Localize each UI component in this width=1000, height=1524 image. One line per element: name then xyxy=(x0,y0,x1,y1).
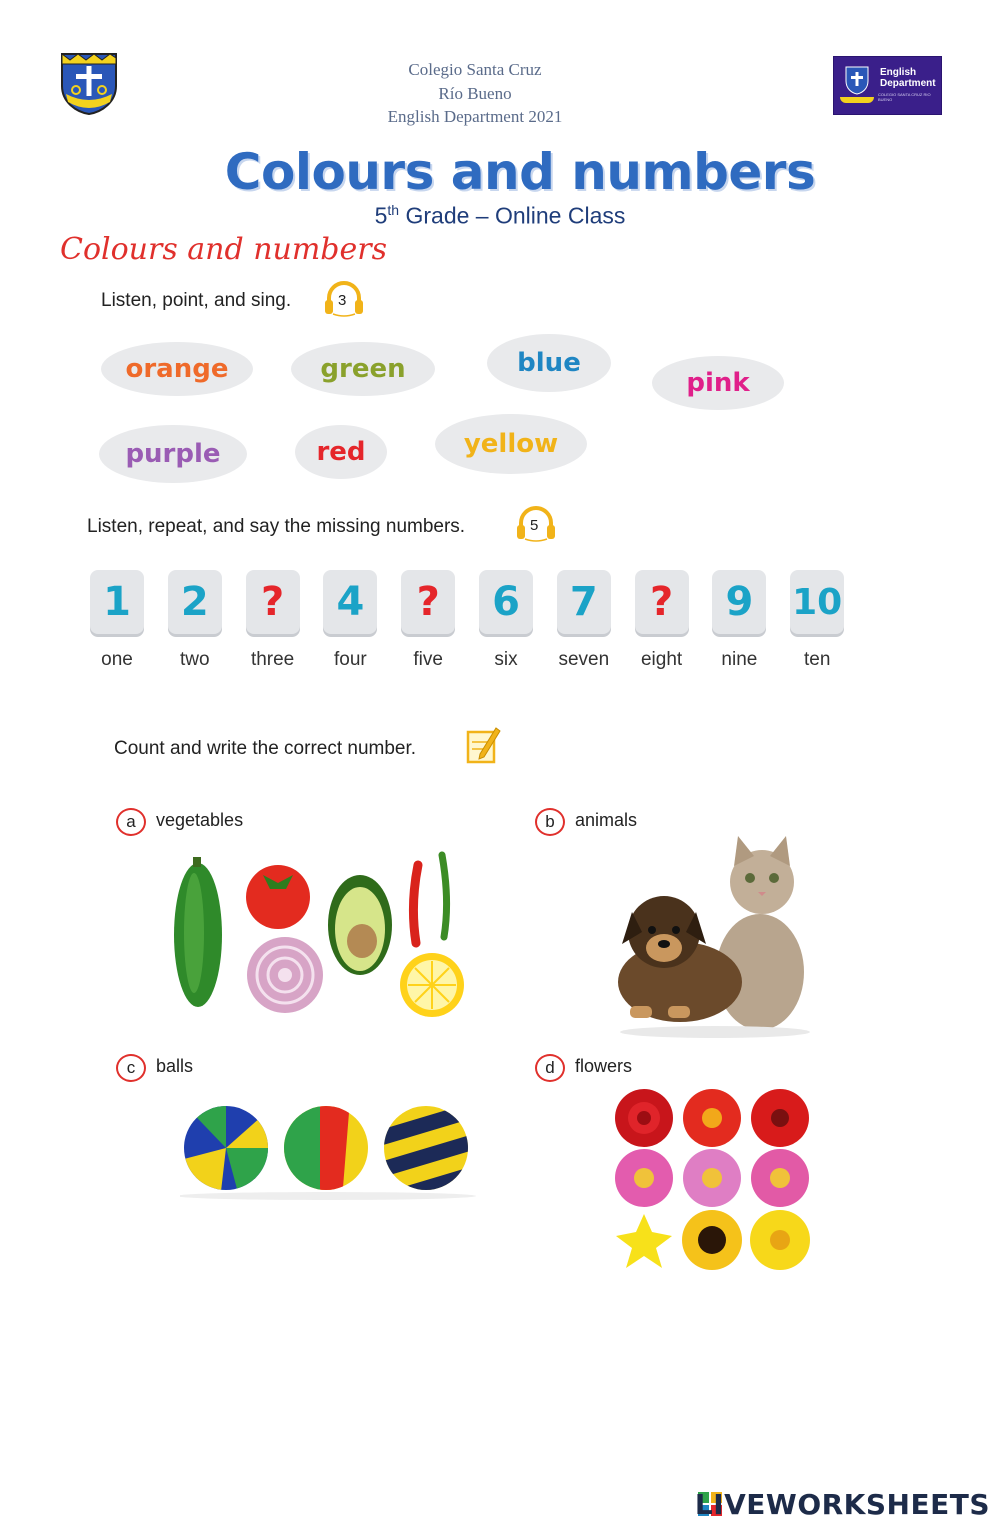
colour-word-blue xyxy=(487,334,611,392)
headphones-track-3[interactable] xyxy=(323,280,353,314)
count-instruction: Count and write the correct number. xyxy=(114,738,417,759)
school-crest-logo xyxy=(58,50,120,116)
number-digit: 2 xyxy=(180,579,209,625)
number-digit: ? xyxy=(260,579,285,625)
number-tile xyxy=(168,570,222,634)
colour-word-text: orange xyxy=(125,354,229,384)
flowers-picture xyxy=(612,1086,812,1272)
number-word: nine xyxy=(721,649,758,670)
item-d-label: flowers xyxy=(575,1056,633,1076)
flower-row-red xyxy=(615,1089,809,1147)
item-a-label: vegetables xyxy=(156,810,244,830)
number-word: ten xyxy=(803,649,831,670)
balls-picture xyxy=(180,1100,480,1200)
number-tile xyxy=(712,570,766,634)
section-heading: Colours and numbers xyxy=(60,232,387,267)
number-word: seven xyxy=(558,649,610,670)
animals-picture xyxy=(610,832,820,1042)
number-tile-missing xyxy=(401,570,455,634)
colour-word-purple xyxy=(99,425,247,483)
colour-word-text: purple xyxy=(125,439,221,469)
number-digit: 9 xyxy=(725,579,754,625)
number-digit: 10 xyxy=(792,581,843,623)
item-b-badge: b xyxy=(535,808,565,836)
item-a-badge: a xyxy=(116,808,146,836)
item-b-label: animals xyxy=(575,810,638,830)
track-number: 3 xyxy=(338,292,347,309)
flower-row-pink xyxy=(615,1149,809,1207)
number-word: one xyxy=(101,649,133,670)
number-digit: 6 xyxy=(492,579,520,625)
department-line: English Department 2021 xyxy=(387,107,563,126)
colour-word-pink xyxy=(652,356,784,410)
flower-row-yellow xyxy=(616,1210,810,1270)
listen-sing-instruction: Listen, point, and sing. xyxy=(101,290,292,311)
badge-crest-icon xyxy=(844,65,870,95)
number-tile xyxy=(790,570,844,634)
colour-word-red xyxy=(295,425,387,479)
number-word: four xyxy=(334,649,367,670)
colour-word-orange xyxy=(101,342,253,396)
liveworksheets-brand: LIVEWORKSHEETS xyxy=(694,1488,990,1521)
school-header xyxy=(300,58,650,129)
pencil-notepad-icon xyxy=(464,724,502,766)
colour-word-text: red xyxy=(316,437,366,467)
number-tile-missing xyxy=(635,570,689,634)
grade-suffix: th xyxy=(387,202,400,218)
number-digit: ? xyxy=(416,579,440,625)
number-digit: 4 xyxy=(336,579,365,625)
english-department-badge xyxy=(833,56,942,115)
number-word: eight xyxy=(640,649,683,670)
headphones-track-5[interactable] xyxy=(515,505,545,539)
badge-line2: Department xyxy=(880,78,936,89)
number-digit: ? xyxy=(649,579,674,625)
badge-book-icon xyxy=(840,97,874,103)
school-name: Colegio Santa Cruz xyxy=(408,60,542,79)
number-tile xyxy=(90,570,144,634)
badge-line1: English xyxy=(880,67,917,78)
vegetables-picture xyxy=(160,845,470,1025)
track-number: 5 xyxy=(530,517,539,534)
colour-word-text: green xyxy=(320,354,406,384)
colour-word-green xyxy=(291,342,435,396)
number-digit: 7 xyxy=(569,579,598,625)
numbers-instruction: Listen, repeat, and say the missing numbers. xyxy=(87,516,466,537)
number-tile xyxy=(479,570,533,634)
number-word: three xyxy=(250,649,295,670)
colour-word-text: yellow xyxy=(463,429,559,459)
school-location: Río Bueno xyxy=(438,83,512,103)
page-title: Colours and numbers xyxy=(224,143,816,201)
number-word: two xyxy=(180,649,210,670)
item-c-badge: c xyxy=(116,1054,146,1082)
subtitle-rest: Grade – Online Class xyxy=(399,202,626,229)
number-word: five xyxy=(413,649,443,670)
colour-word-yellow xyxy=(435,414,587,474)
grade-number: 5 xyxy=(374,202,388,229)
item-c-label: balls xyxy=(156,1056,194,1076)
page-subtitle xyxy=(0,202,1000,230)
item-d-badge: d xyxy=(535,1054,565,1082)
number-digit: 1 xyxy=(103,579,131,625)
number-tile xyxy=(323,570,377,634)
colour-word-text: blue xyxy=(517,348,581,378)
colour-word-text: pink xyxy=(686,368,750,398)
number-word: six xyxy=(494,649,518,670)
number-tile-missing xyxy=(246,570,300,634)
badge-small-text: COLEGIO SANTA CRUZ RIO BUENO xyxy=(878,92,931,102)
number-tile xyxy=(557,570,611,634)
